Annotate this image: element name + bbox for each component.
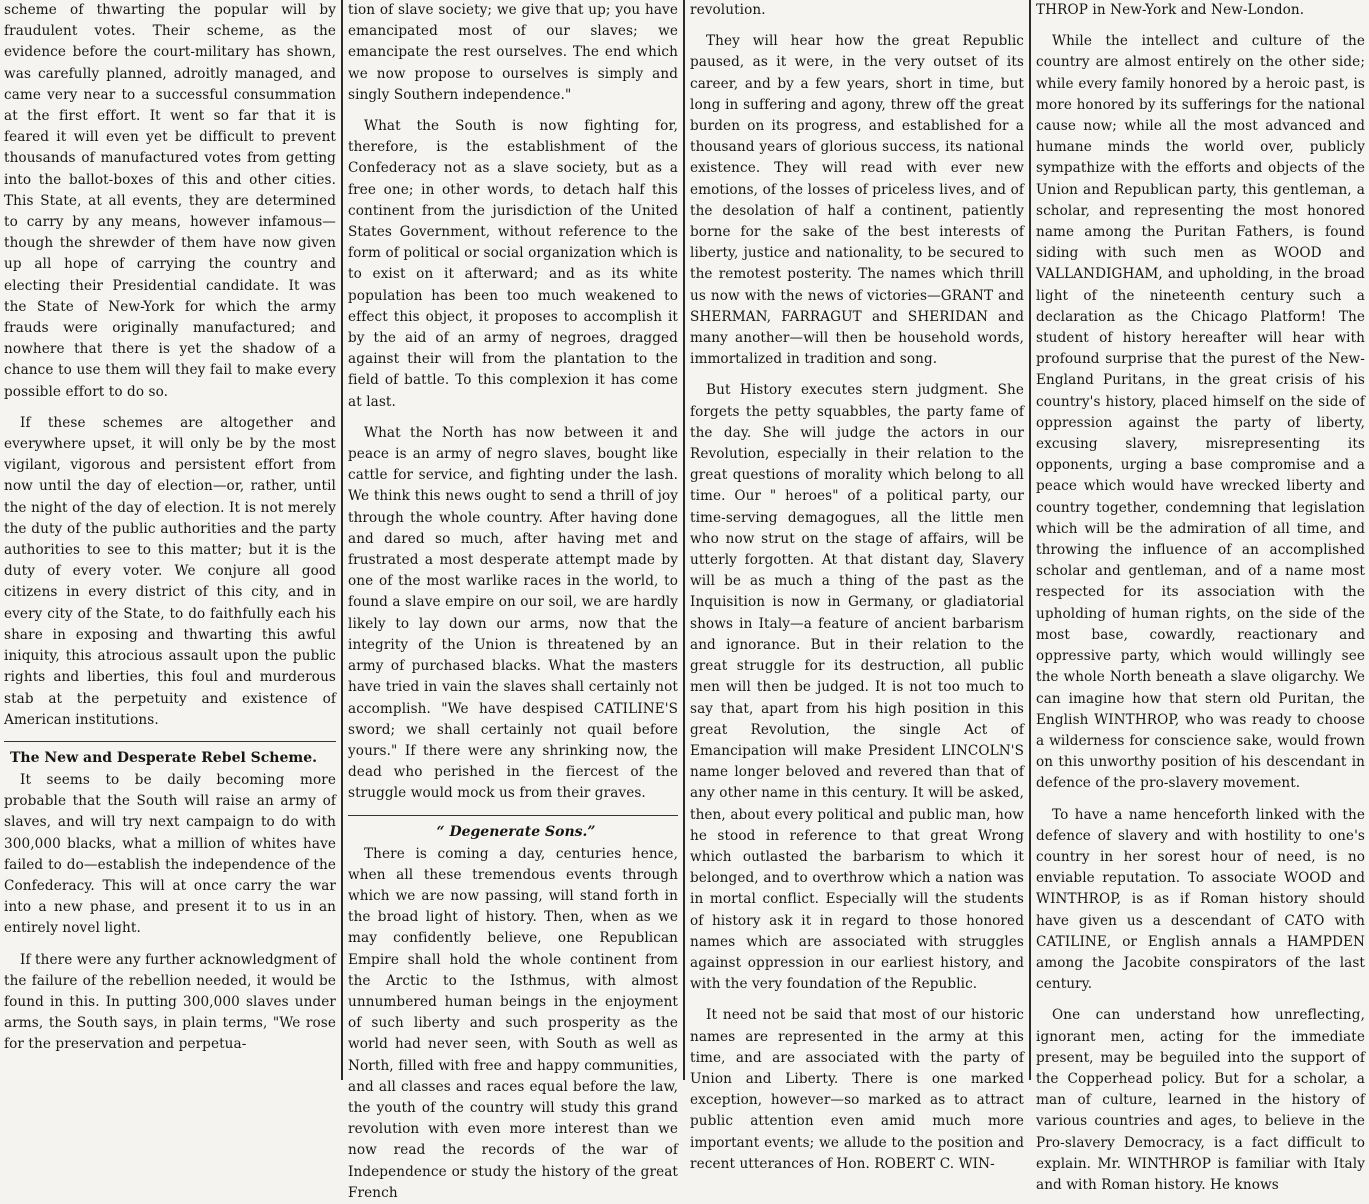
section-divider xyxy=(348,815,678,816)
column-3 xyxy=(686,0,1028,1172)
article-paragraph: One can understand how unreflecting, ignorant men, acting for the immediate present, may be beguiled into the support of the Copperhead policy. But for a scholar, a man of culture, learned in the history of various countries and ages, to believe in the Pro-slavery Democracy, is a fact difficult to explain. Mr. WINTHROP is familiar with Italy and with Roman history. He knows xyxy=(1036,1007,1365,1193)
section-divider xyxy=(4,741,336,742)
article-paragraph: If these schemes are altogether and everywhere upset, it will only be by the most vigilant, vigorous and persistent effort from now until the day of election—or, rather, until the night of the day of election. It is not merely the duty of the public authorities and the party authorities to see to this matter; but it is the duty of every voter. We conjure all good citizens in every district of this city, and in every city of the State, to do faithfully each his share in exposing and thwarting this awful iniquity, this atrocious assault upon the public rights and liberties, this foul and murderous stab at the perpetuity and existence of American institutions. xyxy=(4,414,336,728)
article-paragraph: tion of slave society; we give that up; you have emancipated most of our slaves; we emancipate the rest ourselves. The end which we now propose to ourselves is simply and singly Southern independence." xyxy=(348,2,678,103)
article-paragraph: They will hear how the great Republic paused, as it were, in the very outset of its career, and by a few years, short in time, but long in suffering and agony, threw off the great burden on its progress, and established for a thousand years of glorious success, its national existence. They will read with ever new emotions, of the losses of priceless lives, and of the desolation of half a continent, patiently borne for the sake of the best interests of liberty, justice and nationality, to be secured to the remotest posterity. The names which thrill us now with the news of victories—GRANT and SHERMAN, FARRAGUT and SHERIDAN and many another—will then be household words, immortalized in tradition and song. xyxy=(690,33,1024,368)
column-rule xyxy=(1029,0,1031,1080)
article-headline: The New and Desperate Rebel Scheme. xyxy=(10,749,317,766)
article-paragraph: What the South is now fighting for, therefore, is the establishment of the Confederacy not as a slave society, but as a free one; in other words, to detach half this continent from the jurisdiction of the United States Government, without reference to the form of political or social organization which is to exist on it afterward; and as its white population has been too much weakened to effect this object, it proposes to accomplish it by the aid of an army of negroes, dragged against their will from the plantation to the field of battle. To this complexion it has come at last. xyxy=(348,118,678,410)
article-paragraph: THROP in New-York and New-London. xyxy=(1036,2,1305,18)
article-paragraph: If there were any further acknowledgment of the failure of the rebellion needed, it would be found in this. In putting 300,000 slaves under arms, the South says, in plain terms, "We rose for the preservation and perpetua- xyxy=(4,951,336,1053)
column-1 xyxy=(0,0,340,1080)
article-paragraph: But History executes stern judgment. She forgets the petty squabbles, the party fame of the day. She will judge the actors in our Revolution, especially in their relation to the great questions of morality which belong to all time. Our " heroes" of a political party, our time-serving demagogues, all the little men who now strut on the stage of affairs, will be utterly forgotten. At that distant day, Slavery will be as much a thing of the past as the Inquisition is now in Germany, or gladiatorial shows in Italy—a feature of ancient barbarism and ignorance. But in their relation to the great struggle for its destruction, all public men will then be judged. It is not too much to say that, apart from his high position in this great Revolution, the single Act of Emancipation will make President LINCOLN'S name longer beloved and revered than that of any other name in this century. It will be asked, then, about every political and public man, how he stood in reference to that great Wrong which outlasted the barbarism to which it belonged, and to overthrow which a nation was in mortal conflict. Especially will the students of history ask it in regard to those honored names which are associated with struggles against oppression in our earliest history, and with the very foundation of the Republic. xyxy=(690,382,1024,993)
article-paragraph: revolution. xyxy=(690,2,766,18)
article-paragraph: scheme of thwarting the popular will by fraudulent votes. Their scheme, as the evidence before the court-military has shown, was carefully planned, adroitly managed, and came very near to a successful consummation at the first effort. It went so far that it is feared it will even yet be difficult to prevent thousands of manufactured votes from getting into the ballot-boxes of this and other cities. This State, at all events, they are determined to carry by any means, however infamous—though the shrewder of them have now given up all hope of carrying the country and electing their Presidential candidate. It was the State of New-York for which the army frauds were originally manufactured; and nowhere that there is yet the shadow of a chance to use them will they fail to make every possible effort to do so. xyxy=(4,2,336,400)
column-2 xyxy=(344,0,682,1201)
column-rule xyxy=(341,0,343,1080)
article-paragraph: It seems to be daily becoming more probable that the South will raise an army of slaves, and will try next campaign to do with 300,000 blacks, what a million of whites have failed to do—establish the independence of the Confederacy. This will at once carry the war into a new phase, and present it to us in an entirely novel light. xyxy=(4,771,336,937)
article-headline: “ Degenerate Sons.” xyxy=(436,823,596,840)
column-4 xyxy=(1032,0,1369,1193)
article-paragraph: There is coming a day, centuries hence, when all these tremendous events through which we are now passing, will stand forth in the broad light of history. Then, when as we may confidently believe, one Republican Empire shall hold the whole continent from the Arctic to the Isthmus, with almost unnumbered human beings in the enjoyment of such liberty and such prosperity as the world had never seen, with South as well as North, filled with free and happy communities, and all classes and races equal before the law, the youth of the country will study this grand revolution with even more interest than we now read the records of the war of Independence or study the history of the great French xyxy=(348,845,678,1201)
article-paragraph: It need not be said that most of our historic names are represented in the army at this time, and are associated with the party of Union and Liberty. There is one marked exception, however—so marked as to attract public attention even amid much more important events; we allude to the position and recent utterances of Hon. ROBERT C. WIN- xyxy=(690,1007,1024,1172)
article-paragraph: While the intellect and culture of the country are almost entirely on the other side; while every family honored by a heroic past, is more honored by its sufferings for the national cause now; while all the most advanced and humane minds the world over, publicly sympathize with the efforts and objects of the Union and Republican party, this gentleman, a scholar, and representing the most honored name among the Puritan Fathers, is found siding with such men as WOOD and VALLANDIGHAM, and upholding, in the broad light of the nineteenth century such a declaration as the Chicago Platform! The student of history hereafter will hear with profound surprise that the purest of the New-England Puritans, in the great crisis of his country's history, placed himself on the side of oppression against the party of liberty, excusing slavery, misrepresenting its opponents, urging a base compromise and a peace which would have wrecked liberty and country together, condemning that legislation which will be the admiration of all time, and throwing the influence of an accomplished scholar and gentleman, and of a name most respected for its association with the upholding of human rights, on the side of the most base, cowardly, reactionary and oppressive party, which would willingly see the whole North beneath a slave oligarchy. We can imagine how that stern old Puritan, the English WINTHROP, who was ready to choose a wilderness for conscience sake, would frown on this unworthy position of his descendant in defence of the pro-slavery movement. xyxy=(1036,33,1365,792)
article-paragraph: To have a name henceforth linked with the defence of slavery and with hostility to one's country in her sorest hour of need, is no enviable reputation. To associate WOOD and WINTHROP, is as if Roman history should have given us a descendant of CATO with CATILINE, or English annals a HAMPDEN among the Jacobite conspirators of the last century. xyxy=(1036,806,1365,993)
column-rule xyxy=(683,0,685,1080)
article-paragraph: What the North has now between it and peace is an army of negro slaves, bought like cattle for service, and fighting under the lash. We think this news ought to send a thrill of joy through the whole country. After having done and dared so much, after having met and frustrated a most desperate attempt made by one of the most warlike races in the world, to found a slave empire on our soil, we are hardly likely to lay down our arms, now that the integrity of the Union is threatened by an army of purchased blacks. What the masters have tried in vain the slaves shall certainly not accomplish. "We have despised CATILINE'S sword; we shall certainly not quail before yours." If there were any shrinking now, the dead who perished in the fiercest of the struggle would mock us from their graves. xyxy=(348,424,678,802)
